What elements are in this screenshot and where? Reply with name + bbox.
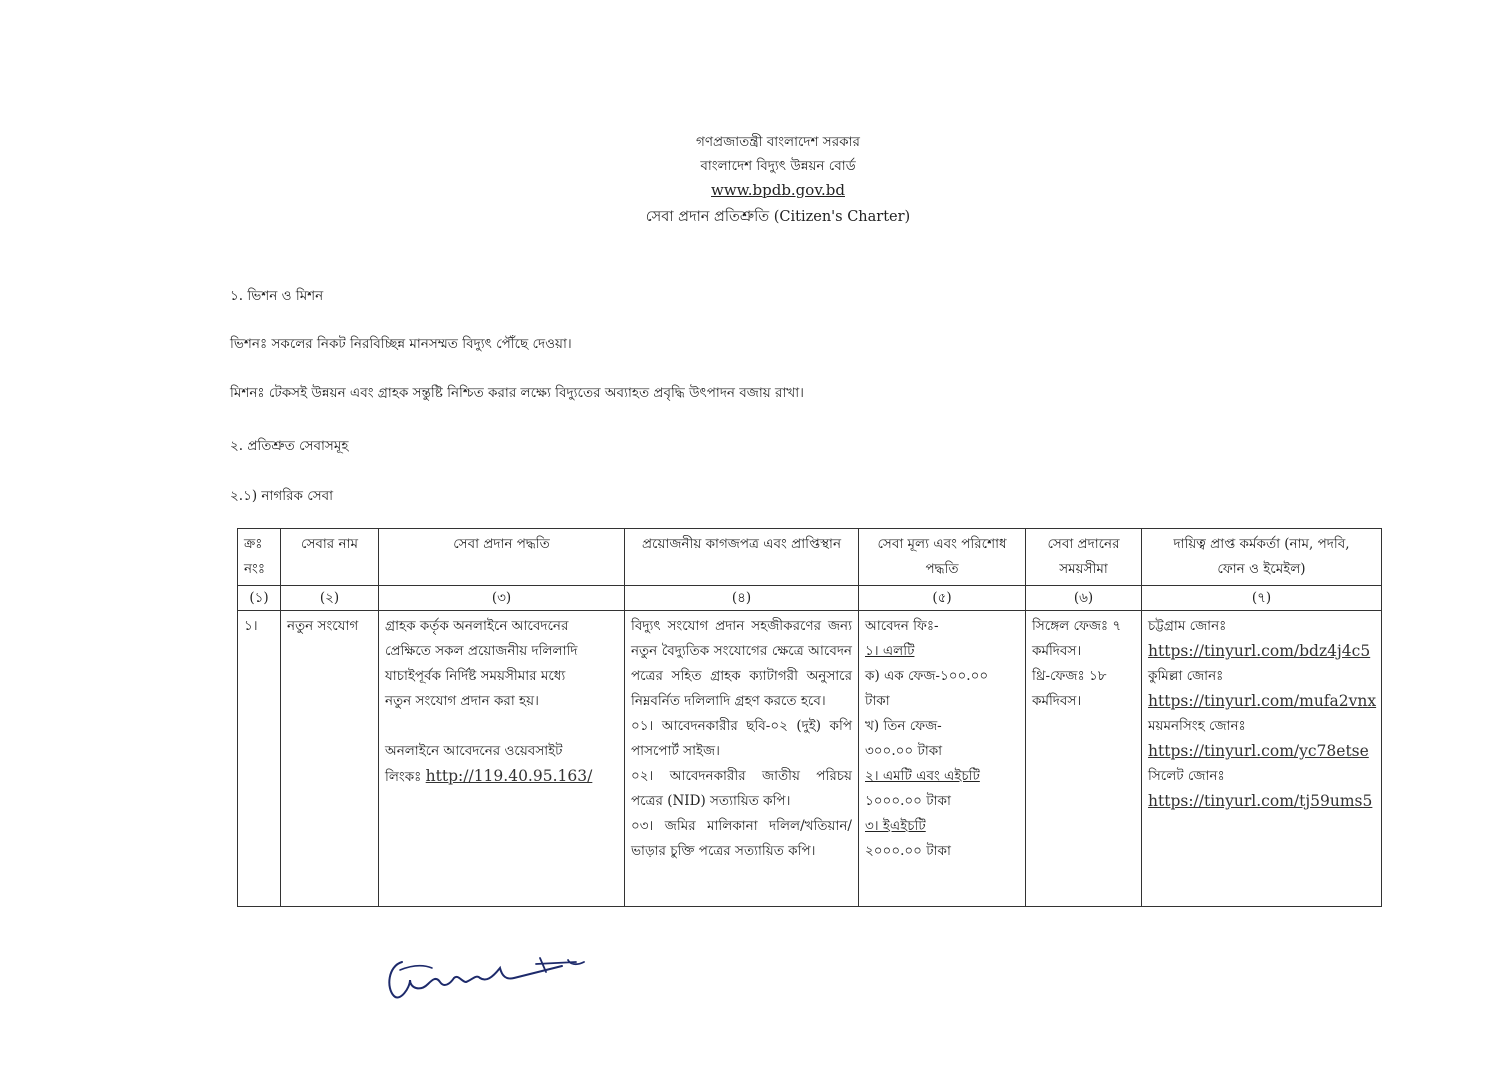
document-item: ০৩। জমির মালিকানা দলিল/খতিয়ান/ভাড়ার চুক্তি পত্রের সত্যায়িত কপি।: [631, 818, 852, 859]
online-application-link[interactable]: http://119.40.95.163/: [425, 767, 593, 785]
zone-label: চট্টগ্রাম জোনঃ: [1148, 618, 1227, 634]
zone-label: কুমিল্লা জোনঃ: [1148, 668, 1224, 684]
zone-link[interactable]: https://tinyurl.com/bdz4j4c5: [1148, 642, 1371, 660]
table-header-row: [238, 529, 1382, 586]
document-title: সেবা প্রদান প্রতিশ্রুতি (Citizen's Charter): [645, 209, 911, 225]
column-number-row: [238, 586, 1382, 611]
documents-intro: বিদ্যুৎ সংযোগ প্রদান সহজীকরণের জন্য নতুন বৈদ্যুতিক সংযোগের ক্ষেত্রে আবেদন পত্রের সহিত গ্রাহক ক্যাটাগরী অনুসারে নিম্নবর্নিত দলিলাদি গ্রহণ করতে হবে।: [631, 618, 852, 709]
zone-label: ময়মনসিংহ জোনঃ: [1148, 718, 1246, 734]
header-method: সেবা প্রদান পদ্ধতি: [379, 529, 625, 586]
header-responsible-officer: দায়িত্ব প্রাপ্ত কর্মকর্তা (নাম, পদবি, ফোন ও ইমেইল): [1142, 529, 1382, 586]
row-responsible-officer: [1142, 611, 1382, 907]
header-serial: ক্রঃ নংঃ: [238, 529, 281, 586]
row-method: গ্রাহক কর্তৃক অনলাইনে আবেদনের প্রেক্ষিতে সকল প্রয়োজনীয় দলিলাদি যাচাইপূর্বক নির্দিষ্ট সময়সীমার মধ্যে নতুন সংযোগ প্রদান করা হয়। অনলাইনে আবেদনের ওয়েবসাইট লিংকঃ http://119.40.95.163/: [379, 611, 625, 907]
header-organization: বাংলাদেশ বিদ্যুৎ উন্নয়ন বোর্ড: [700, 158, 856, 174]
column-number: (৩): [379, 586, 625, 611]
row-time-limit: সিঙ্গেল ফেজঃ ৭ কর্মদিবস। থ্রি-ফেজঃ ১৮ কর্মদিবস।: [1026, 611, 1142, 907]
zone-link[interactable]: https://tinyurl.com/yc78etse: [1148, 742, 1369, 760]
column-number: (৬): [1026, 586, 1142, 611]
signature: [380, 948, 610, 1008]
section-services-heading: ২. প্রতিশ্রুত সেবাসমূহ: [230, 438, 349, 454]
header-service-name: সেবার নাম: [281, 529, 379, 586]
column-number: (৪): [625, 586, 859, 611]
column-number: (১): [238, 586, 281, 611]
table-row: [238, 611, 1382, 907]
header-fee: সেবা মূল্য এবং পরিশোধ পদ্ধতি: [859, 529, 1026, 586]
header-time-limit: সেবা প্রদানের সময়সীমা: [1026, 529, 1142, 586]
website-link[interactable]: www.bpdb.gov.bd: [711, 181, 845, 199]
zone-link[interactable]: https://tinyurl.com/mufa2vnx: [1148, 692, 1377, 710]
header-website: [0, 181, 1488, 199]
document-item: ০১। আবেদনকারীর ছবি-০২ (দুই) কপি পাসপোর্ট সাইজ।: [631, 718, 852, 759]
vision-text: ভিশনঃ সকলের নিকট নিরবিচ্ছিন্ন মানসম্মত বিদ্যুৎ পৌঁছে দেওয়া।: [230, 336, 572, 352]
zone-label: সিলেট জোনঃ: [1148, 768, 1225, 784]
row-fee: আবেদন ফিঃ- ১। এলটি ক) এক ফেজ-১০০.০০ টাকা খ) তিন ফেজ- ৩০০.০০ টাকা ২। এমটি এবং এইচটি ১০০০.০০ টাকা ৩। ইএইচটি ২০০০.০০ টাকা: [859, 611, 1026, 907]
section-vision-mission-heading: ১. ভিশন ও মিশন: [230, 288, 324, 304]
column-number: (৭): [1142, 586, 1382, 611]
header-government: গণপ্রজাতন্ত্রী বাংলাদেশ সরকার: [696, 134, 860, 150]
row-serial: ১।: [238, 611, 281, 907]
online-application-label: অনলাইনে আবেদনের ওয়েবসাইট: [385, 743, 563, 759]
header-documents: প্রয়োজনীয় কাগজপত্র এবং প্রাপ্তিস্থান: [625, 529, 859, 586]
column-number: (২): [281, 586, 379, 611]
column-number: (৫): [859, 586, 1026, 611]
row-documents: [625, 611, 859, 907]
citizen-services-subheading: ২.১) নাগরিক সেবা: [230, 488, 334, 504]
mission-text: মিশনঃ টেকসই উন্নয়ন এবং গ্রাহক সন্তুষ্টি নিশ্চিত করার লক্ষ্যে বিদ্যুতের অব্যাহত প্রবৃদ্ধি উৎপাদন বজায় রাখা।: [230, 385, 804, 401]
row-service-name: নতুন সংযোগ: [281, 611, 379, 907]
zone-link[interactable]: https://tinyurl.com/tj59ums5: [1148, 792, 1373, 810]
document-item: ০২। আবেদনকারীর জাতীয় পরিচয় পত্রের (NID) সত্যায়িত কপি।: [631, 768, 852, 809]
citizen-charter-table: [237, 528, 1382, 907]
